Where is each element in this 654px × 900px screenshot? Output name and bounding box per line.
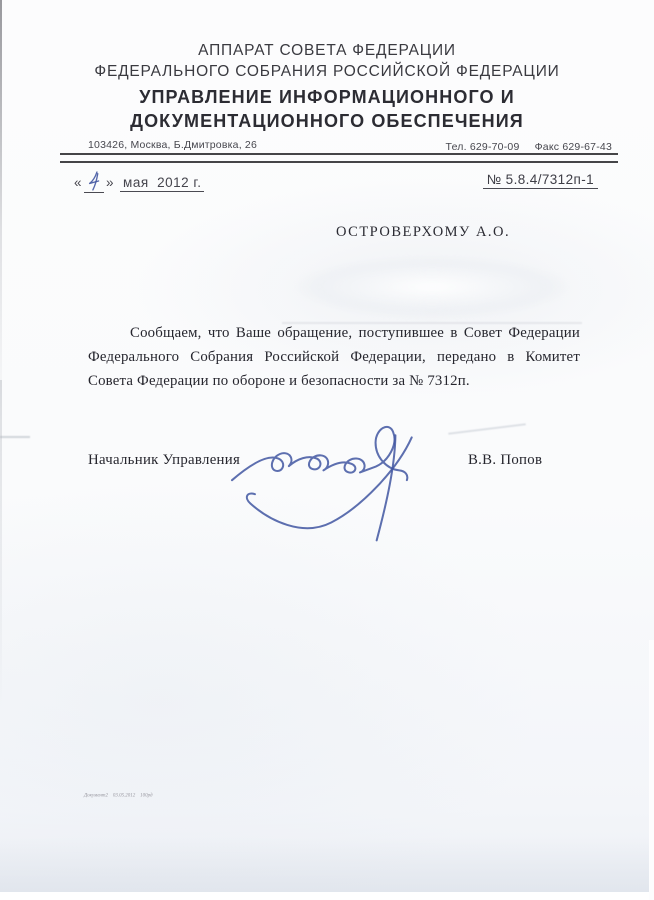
letterhead-divider	[60, 153, 618, 163]
handwritten-digit-4-icon	[88, 170, 101, 192]
scan-background-strip	[0, 892, 654, 900]
signatory-name: В.В. Попов	[468, 452, 543, 468]
letter-body: Сообщаем, что Ваше обращение, поступившее в Совет Федерации Федерального Собрания Российской Федерации, передано в Комитет Совета Федерации по обороне и безопасности за № 7312п.	[88, 325, 580, 389]
date-line	[72, 170, 204, 193]
handwritten-signature-icon	[222, 403, 441, 556]
document-footer-note: Документ2 03.05.2012 100рд	[84, 792, 153, 798]
redacted-address-blur	[298, 258, 566, 316]
close-quote: »	[106, 175, 115, 190]
department-name-line2: ДОКУМЕНТАЦИОННОГО ОБЕСПЕЧЕНИЯ	[130, 111, 524, 131]
scan-edge-right	[649, 640, 654, 900]
department-name-line1: УПРАВЛЕНИЕ ИНФОРМАЦИОННОГО И	[139, 87, 515, 107]
postal-address: 103426, Москва, Б.Дмитровка, 26	[88, 139, 258, 151]
paper-crease-left	[0, 436, 30, 438]
scan-edge-left	[0, 0, 2, 420]
date-month-year: мая 2012 г.	[120, 175, 204, 192]
contact-line	[434, 141, 612, 153]
scan-edge-left-lower	[0, 380, 2, 710]
fax-number: Факс 629-67-43	[534, 141, 612, 153]
open-quote: «	[74, 175, 83, 190]
scan-shadow-bottom	[0, 837, 654, 892]
org-name-line2: ФЕДЕРАЛЬНОГО СОБРАНИЯ РОССИЙСКОЙ ФЕДЕРАЦИИ	[94, 63, 560, 80]
recipient-name: ОСТРОВЕРХОМУ А.О.	[336, 224, 511, 240]
paper-crease-right	[448, 423, 526, 434]
signatory-title: Начальник Управления	[88, 452, 241, 468]
outgoing-number: № 5.8.4/7312п-1	[483, 172, 598, 189]
org-name-line1: АППАРАТ СОВЕТА ФЕДЕРАЦИИ	[198, 42, 456, 59]
phone-number: Тел. 629-70-09	[445, 141, 520, 153]
handwritten-day	[84, 170, 104, 193]
